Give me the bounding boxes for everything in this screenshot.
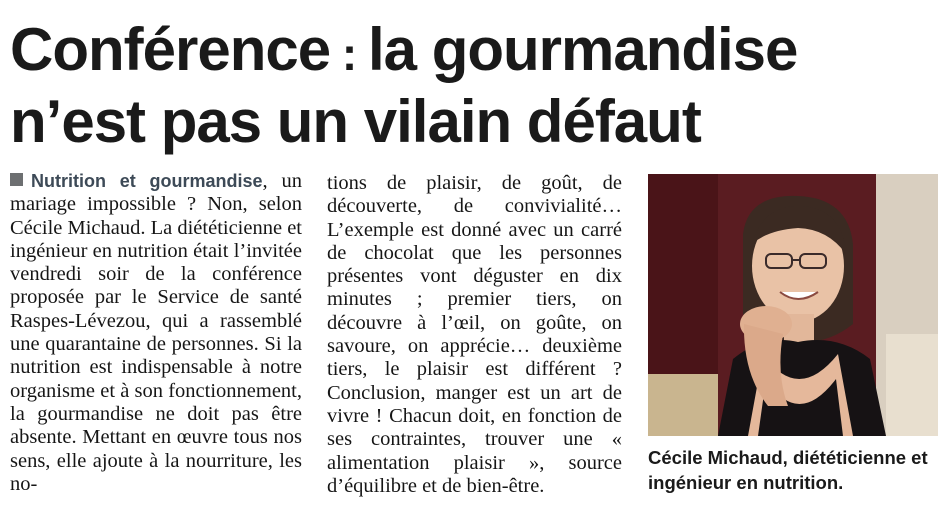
portrait-illustration <box>648 174 938 436</box>
column-2-text: tions de plaisir, de goût, de découverte, de convivialité… L’exemple est donné avec un carré de chocolat que les personnes présentes vont déguster en dix minutes ; premier tiers, on découvre à l’œil, on goûte, on savoure, on apprécie… deuxième tiers, le plaisir est différent ? Conclusion, manger est un art de vivre ! Chacun doit, en fonction de ses contraintes, trouver une « alimentation plaisir », source d’équilibre et de bien-être. <box>327 172 622 497</box>
headline-colon: : <box>330 28 368 80</box>
portrait-photo <box>648 174 938 436</box>
lead-phrase: Nutrition et gourmandise <box>31 171 263 191</box>
article-column-2 <box>327 172 622 498</box>
headline-part1: Conférence <box>10 16 331 83</box>
headline-part2: la gourmandise n’est pas un vilain défaut <box>10 16 798 155</box>
article-column-1 <box>10 170 302 496</box>
column-1-text: , un mariage impossible ? Non, selon Cécile Michaud. La diététicienne et ingénieur en nutrition était l’invitée vendredi soir de la conférence proposée par le Service de santé Raspes-Lévezou, qui a rassemblé une quarantaine de personnes. Si la nutrition est indispensable à notre organisme et à son fonctionnement, la gourmandise ne doit pas être absente. Mettant en œuvre tous nos sens, elle ajoute à la nourriture, les no- <box>10 170 302 495</box>
headline <box>10 16 940 156</box>
lead-square-icon <box>10 173 23 186</box>
photo-caption: Cécile Michaud, diététicienne et ingénieur en nutrition. <box>648 447 928 493</box>
